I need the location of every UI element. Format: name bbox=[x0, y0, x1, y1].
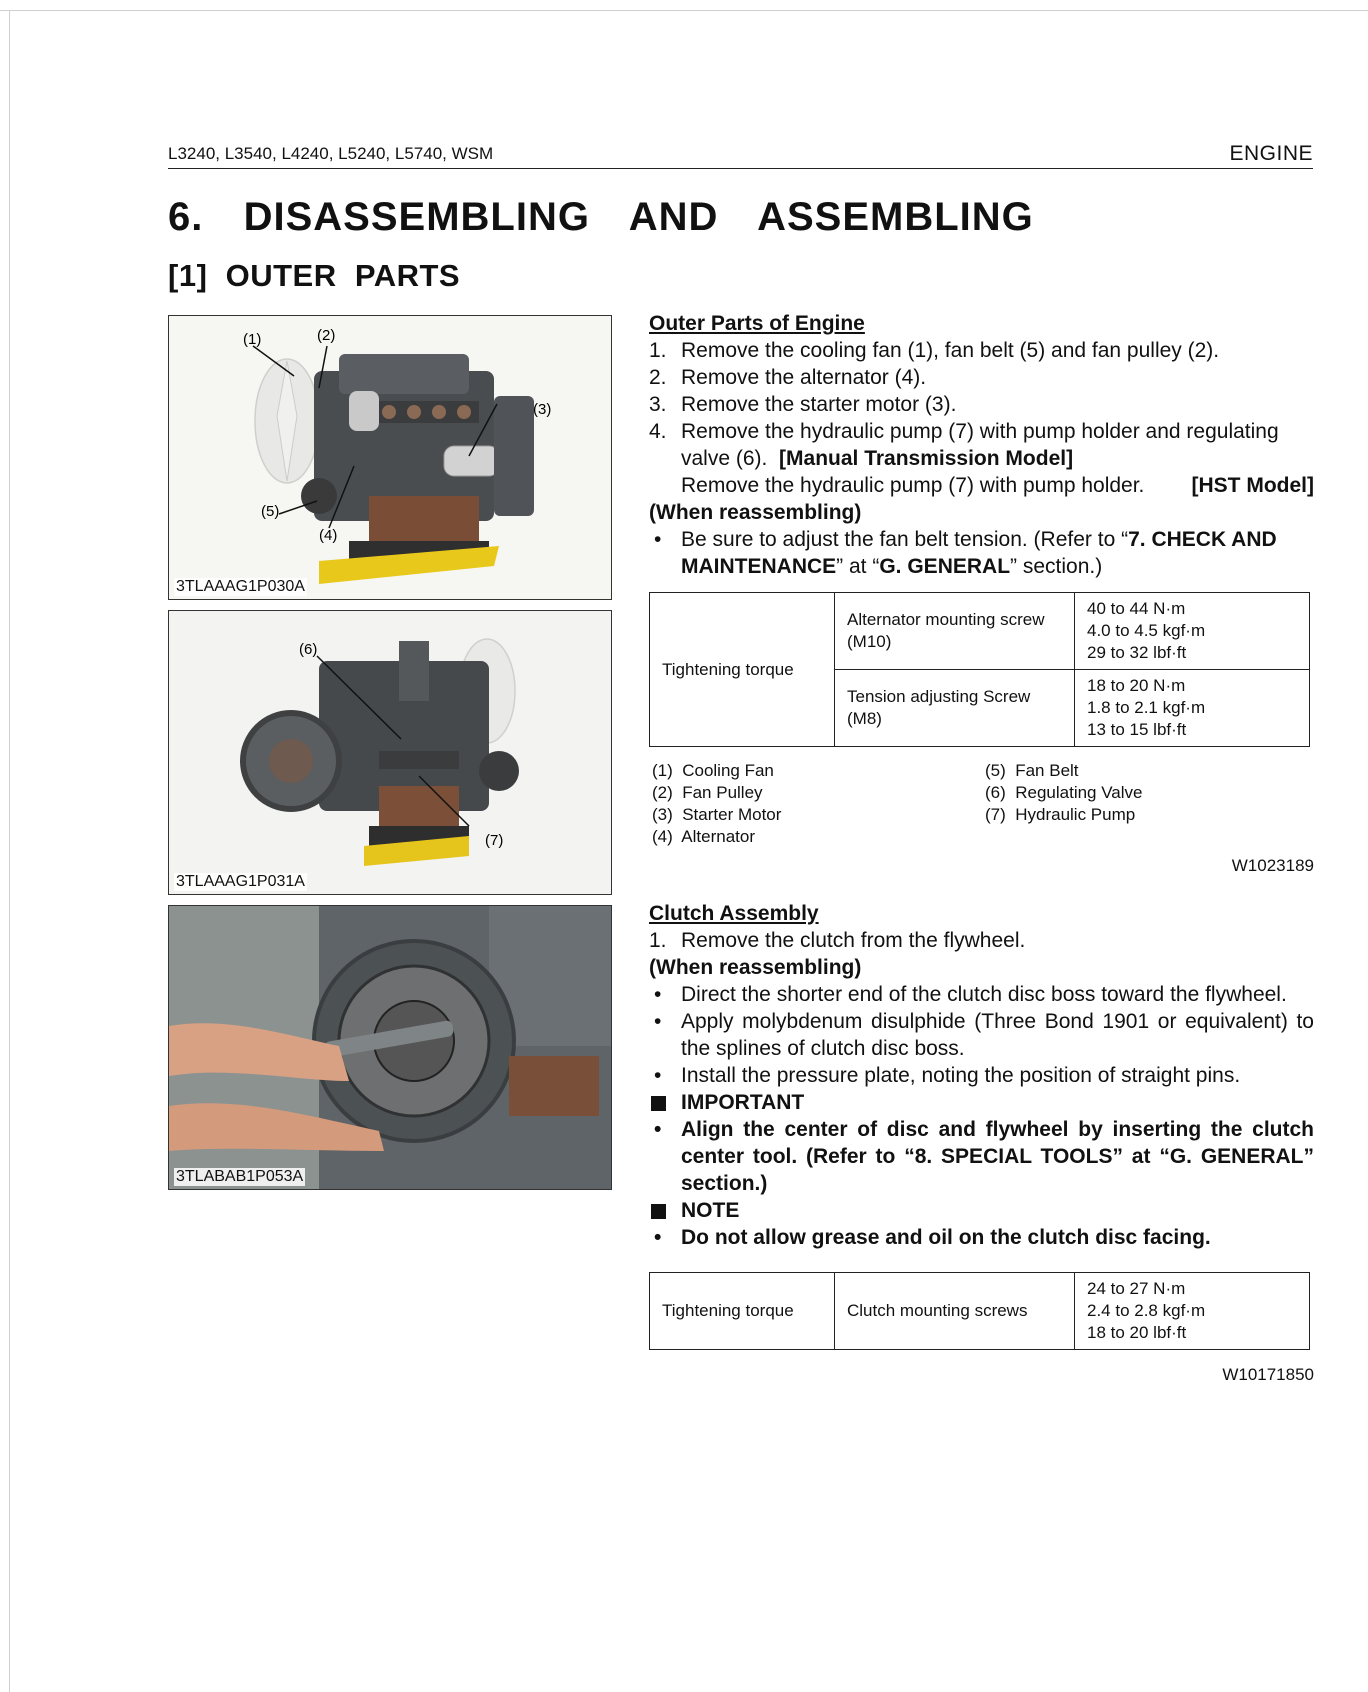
note-label: NOTE bbox=[681, 1199, 740, 1222]
clutch-heading: Clutch Assembly bbox=[649, 902, 819, 925]
torque-values bbox=[1075, 1273, 1310, 1350]
table-row bbox=[650, 1273, 1310, 1350]
callout-7: (7) bbox=[485, 832, 504, 849]
step-item bbox=[649, 418, 1314, 472]
torque-label: Tightening torque bbox=[650, 593, 835, 747]
page-header bbox=[168, 142, 1313, 169]
torque-value: 18 to 20 N·m bbox=[1087, 676, 1186, 695]
reference-text: G. GENERAL bbox=[879, 555, 1011, 578]
torque-value: 4.0 to 4.5 kgf·m bbox=[1087, 621, 1206, 640]
torque-item: Alternator mounting screw (M10) bbox=[835, 593, 1075, 670]
square-bullet-icon bbox=[651, 1204, 666, 1219]
reassembly-bullet bbox=[649, 526, 1314, 580]
legend-item: (6) Regulating Valve bbox=[985, 783, 1143, 802]
note-text: Do not allow grease and oil on the clutch disc facing. bbox=[681, 1226, 1211, 1249]
note-bullet bbox=[649, 1224, 1314, 1251]
step-number: 1. bbox=[649, 929, 667, 952]
bullet-text: Direct the shorter end of the clutch disc boss toward the flywheel. bbox=[681, 983, 1287, 1006]
bullet-dot: • bbox=[654, 528, 662, 551]
torque-table-outer bbox=[649, 592, 1310, 747]
step-item bbox=[649, 927, 1314, 954]
step-text: Remove the cooling fan (1), fan belt (5) and fan pulley (2). bbox=[681, 339, 1220, 362]
clutch-illustration bbox=[169, 906, 611, 1189]
torque-value: 2.4 to 2.8 kgf·m bbox=[1087, 1301, 1206, 1320]
step-item bbox=[649, 364, 1314, 391]
figure-caption: 3TLAAAG1P030A bbox=[176, 578, 305, 595]
step-item bbox=[649, 337, 1314, 364]
torque-item: Tension adjusting Screw (M8) bbox=[835, 670, 1075, 747]
note-heading bbox=[649, 1197, 1314, 1224]
bullet-text: Be sure to adjust the fan belt tension. (Refer to “ bbox=[681, 528, 1129, 551]
reference-text: 7. CHECK AND MAINTENANCE bbox=[681, 528, 1277, 578]
bullet-dot: • bbox=[654, 1064, 662, 1087]
legend-column-right bbox=[985, 760, 1143, 826]
callout-3: (3) bbox=[533, 401, 552, 418]
bullet-dot: • bbox=[654, 1118, 662, 1141]
torque-value: 13 to 15 lbf·ft bbox=[1087, 720, 1187, 739]
reassembly-bullet bbox=[649, 1008, 1314, 1062]
legend-item: (1) Cooling Fan bbox=[652, 761, 774, 780]
bullet-dot: • bbox=[654, 983, 662, 1006]
step-number: 1. bbox=[649, 339, 667, 362]
step-4-alternate bbox=[649, 472, 1314, 499]
callout-5: (5) bbox=[261, 503, 280, 520]
clutch-section bbox=[649, 900, 1314, 1251]
page-title: 6. DISASSEMBLING AND ASSEMBLING bbox=[168, 195, 1034, 239]
torque-item: Clutch mounting screws bbox=[835, 1273, 1075, 1350]
step-text: Remove the alternator (4). bbox=[681, 366, 927, 389]
torque-value: 18 to 20 lbf·ft bbox=[1087, 1323, 1187, 1342]
page-frame-left bbox=[9, 10, 10, 1692]
step-item bbox=[649, 391, 1314, 418]
important-label: IMPORTANT bbox=[681, 1091, 805, 1114]
reference-code: W10171850 bbox=[1222, 1365, 1314, 1384]
legend-column-left bbox=[652, 760, 781, 848]
torque-label: Tightening torque bbox=[650, 1273, 835, 1350]
engine-front-illustration bbox=[169, 316, 611, 599]
callout-1: (1) bbox=[243, 331, 262, 348]
clutch-photo bbox=[168, 905, 612, 1190]
torque-values bbox=[1075, 593, 1310, 670]
header-models: L3240, L3540, L4240, L5240, L5740, WSM bbox=[168, 144, 494, 163]
torque-value: 1.8 to 2.1 kgf·m bbox=[1087, 698, 1206, 717]
torque-value: 29 to 32 lbf·ft bbox=[1087, 643, 1187, 662]
torque-value: 40 to 44 N·m bbox=[1087, 599, 1186, 618]
square-bullet-icon bbox=[651, 1096, 666, 1111]
reassembly-bullet bbox=[649, 981, 1314, 1008]
step-number: 4. bbox=[649, 420, 667, 443]
bullet-dot: • bbox=[654, 1010, 662, 1033]
step-text: Remove the clutch from the flywheel. bbox=[681, 929, 1026, 952]
model-tag: [Manual Transmission Model] bbox=[779, 447, 1074, 470]
engine-photo-rear bbox=[168, 610, 612, 895]
legend-item: (5) Fan Belt bbox=[985, 761, 1079, 780]
outer-parts-steps bbox=[649, 337, 1314, 472]
legend-item: (3) Starter Motor bbox=[652, 805, 782, 824]
header-section: ENGINE bbox=[1229, 142, 1313, 165]
important-heading bbox=[649, 1089, 1314, 1116]
step-number: 2. bbox=[649, 366, 667, 389]
bullet-text: Apply molybdenum disulphide (Three Bond 1901 or equivalent) to the splines of clutch disc boss. bbox=[681, 1010, 1314, 1060]
reassembly-bullet bbox=[649, 1062, 1314, 1089]
section-subtitle: [1] OUTER PARTS bbox=[168, 258, 461, 293]
figure-caption: 3TLABAB1P053A bbox=[176, 1168, 304, 1185]
when-reassembling-label: (When reassembling) bbox=[649, 956, 862, 979]
legend-item: (7) Hydraulic Pump bbox=[985, 805, 1136, 824]
important-bullet bbox=[649, 1116, 1314, 1197]
callout-2: (2) bbox=[317, 327, 336, 344]
torque-value: 24 to 27 N·m bbox=[1087, 1279, 1186, 1298]
torque-values bbox=[1075, 670, 1310, 747]
callout-6: (6) bbox=[299, 641, 318, 658]
step-text: Remove the hydraulic pump (7) with pump holder and regulating valve (6). bbox=[681, 420, 1279, 470]
alternator-shape bbox=[349, 391, 379, 431]
outer-parts-section bbox=[649, 310, 1314, 580]
outer-parts-heading: Outer Parts of Engine bbox=[649, 312, 865, 335]
hydraulic-pump-shape bbox=[379, 751, 459, 769]
step-number: 3. bbox=[649, 393, 667, 416]
bullet-text: ” at “ bbox=[836, 555, 880, 578]
table-row bbox=[650, 593, 1310, 670]
engine-rear-illustration bbox=[169, 611, 611, 894]
step-text: Remove the starter motor (3). bbox=[681, 393, 957, 416]
page-frame-top bbox=[0, 0, 1368, 11]
important-text: Align the center of disc and flywheel by inserting the clutch center tool. (Refer to “8. SPECIAL TOOLS” at “G. GENERAL” section.) bbox=[681, 1118, 1314, 1195]
bullet-text: Install the pressure plate, noting the position of straight pins. bbox=[681, 1064, 1241, 1087]
legend-item: (2) Fan Pulley bbox=[652, 783, 763, 802]
torque-table-clutch bbox=[649, 1272, 1310, 1350]
reference-code: W1023189 bbox=[1231, 856, 1314, 875]
model-tag: [HST Model] bbox=[1191, 474, 1314, 497]
step-text: Remove the hydraulic pump (7) with pump holder. bbox=[681, 474, 1145, 497]
engine-photo-front bbox=[168, 315, 612, 600]
when-reassembling-label: (When reassembling) bbox=[649, 501, 862, 524]
bullet-dot: • bbox=[654, 1226, 662, 1249]
bullet-text: ” section.) bbox=[1010, 555, 1103, 578]
figure-caption: 3TLAAAG1P031A bbox=[176, 873, 305, 890]
legend-item: (4) Alternator bbox=[652, 827, 755, 846]
callout-4: (4) bbox=[319, 527, 338, 544]
